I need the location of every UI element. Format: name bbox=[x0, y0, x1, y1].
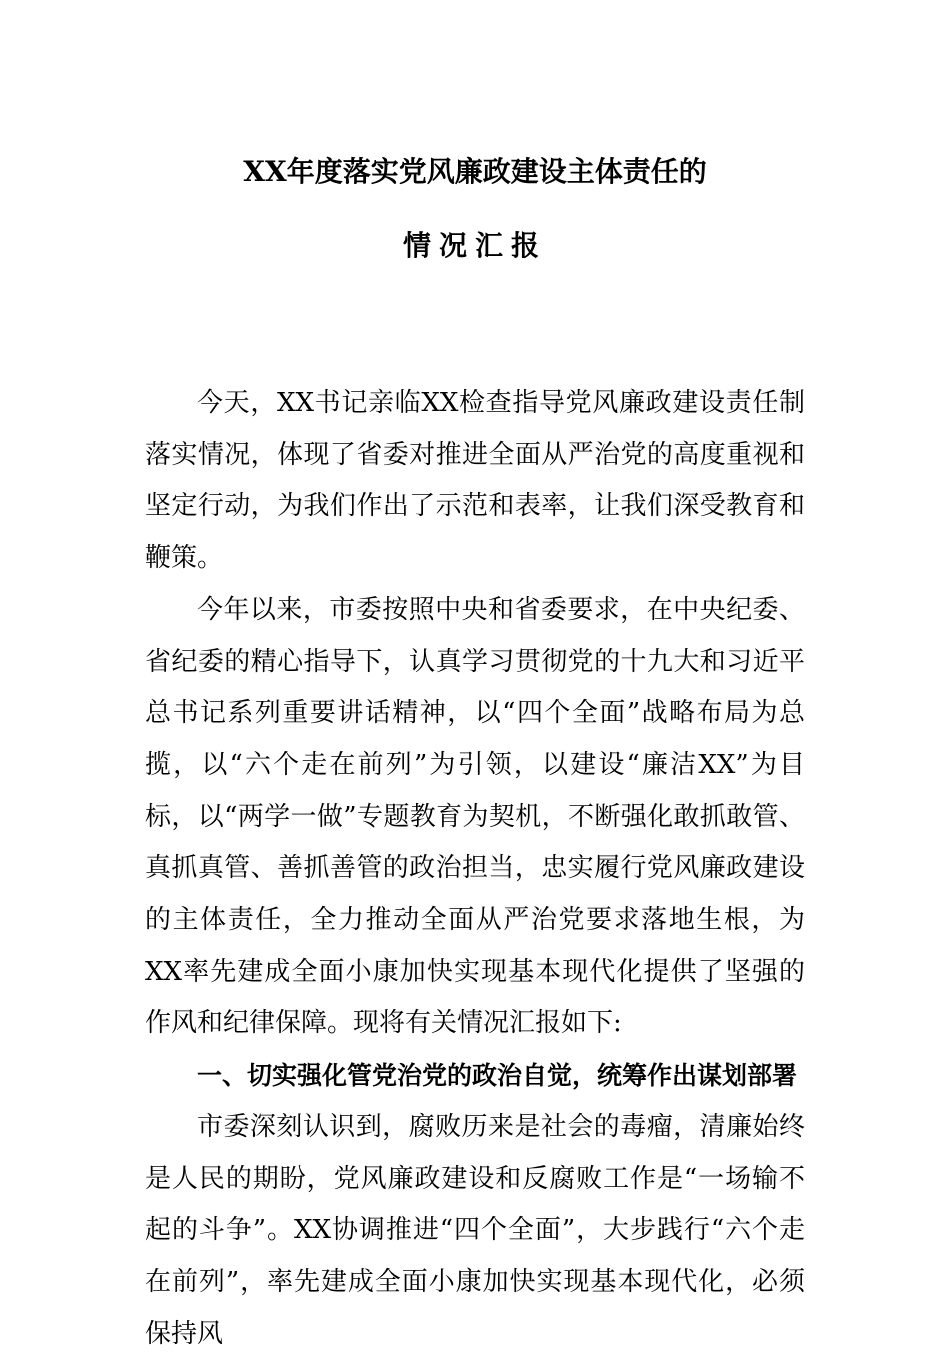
document-title-line-1: XX年度落实党风廉政建设主体责任的 bbox=[243, 155, 707, 188]
document-body bbox=[145, 378, 805, 1360]
paragraph-section-1: 市委深刻认识到，腐败历来是社会的毒瘤，清廉始终是人民的期盼，党风廉政建设和反腐败工作是“一场输不起的斗争”。XX协调推进“四个全面”，大步践行“六个走在前列”，率先建成全面小康加快实现基本现代化，必须保持风 bbox=[145, 1111, 805, 1349]
paragraph-intro: 今天，XX书记亲临XX检查指导党风廉政建设责任制落实情况，体现了省委对推进全面从严治党的高度重视和坚定行动，为我们作出了示范和表率，让我们深受教育和鞭策。 bbox=[145, 388, 805, 574]
section-heading-1: 一、切实强化管党治党的政治自觉，统筹作出谋划部署 bbox=[197, 1061, 798, 1091]
document-title-line-2: 情况汇报 bbox=[402, 229, 547, 262]
paragraph-overview: 今年以来，市委按照中央和省委要求，在中央纪委、省纪委的精心指导下，认真学习贯彻党的十九大和习近平总书记系列重要讲话精神，以“四个全面”战略布局为总揽，以“六个走在前列”为引领，以建设“廉洁XX”为目标，以“两学一做”专题教育为契机，不断强化敢抓敢管、真抓真管、善抓善管的政治担当，忠实履行党风廉政建设的主体责任，全力推动全面从严治党要求落地生根，为XX率先建成全面小康加快实现基本现代化提供了坚强的作风和纪律保障。现将有关情况汇报如下: bbox=[145, 594, 805, 1039]
